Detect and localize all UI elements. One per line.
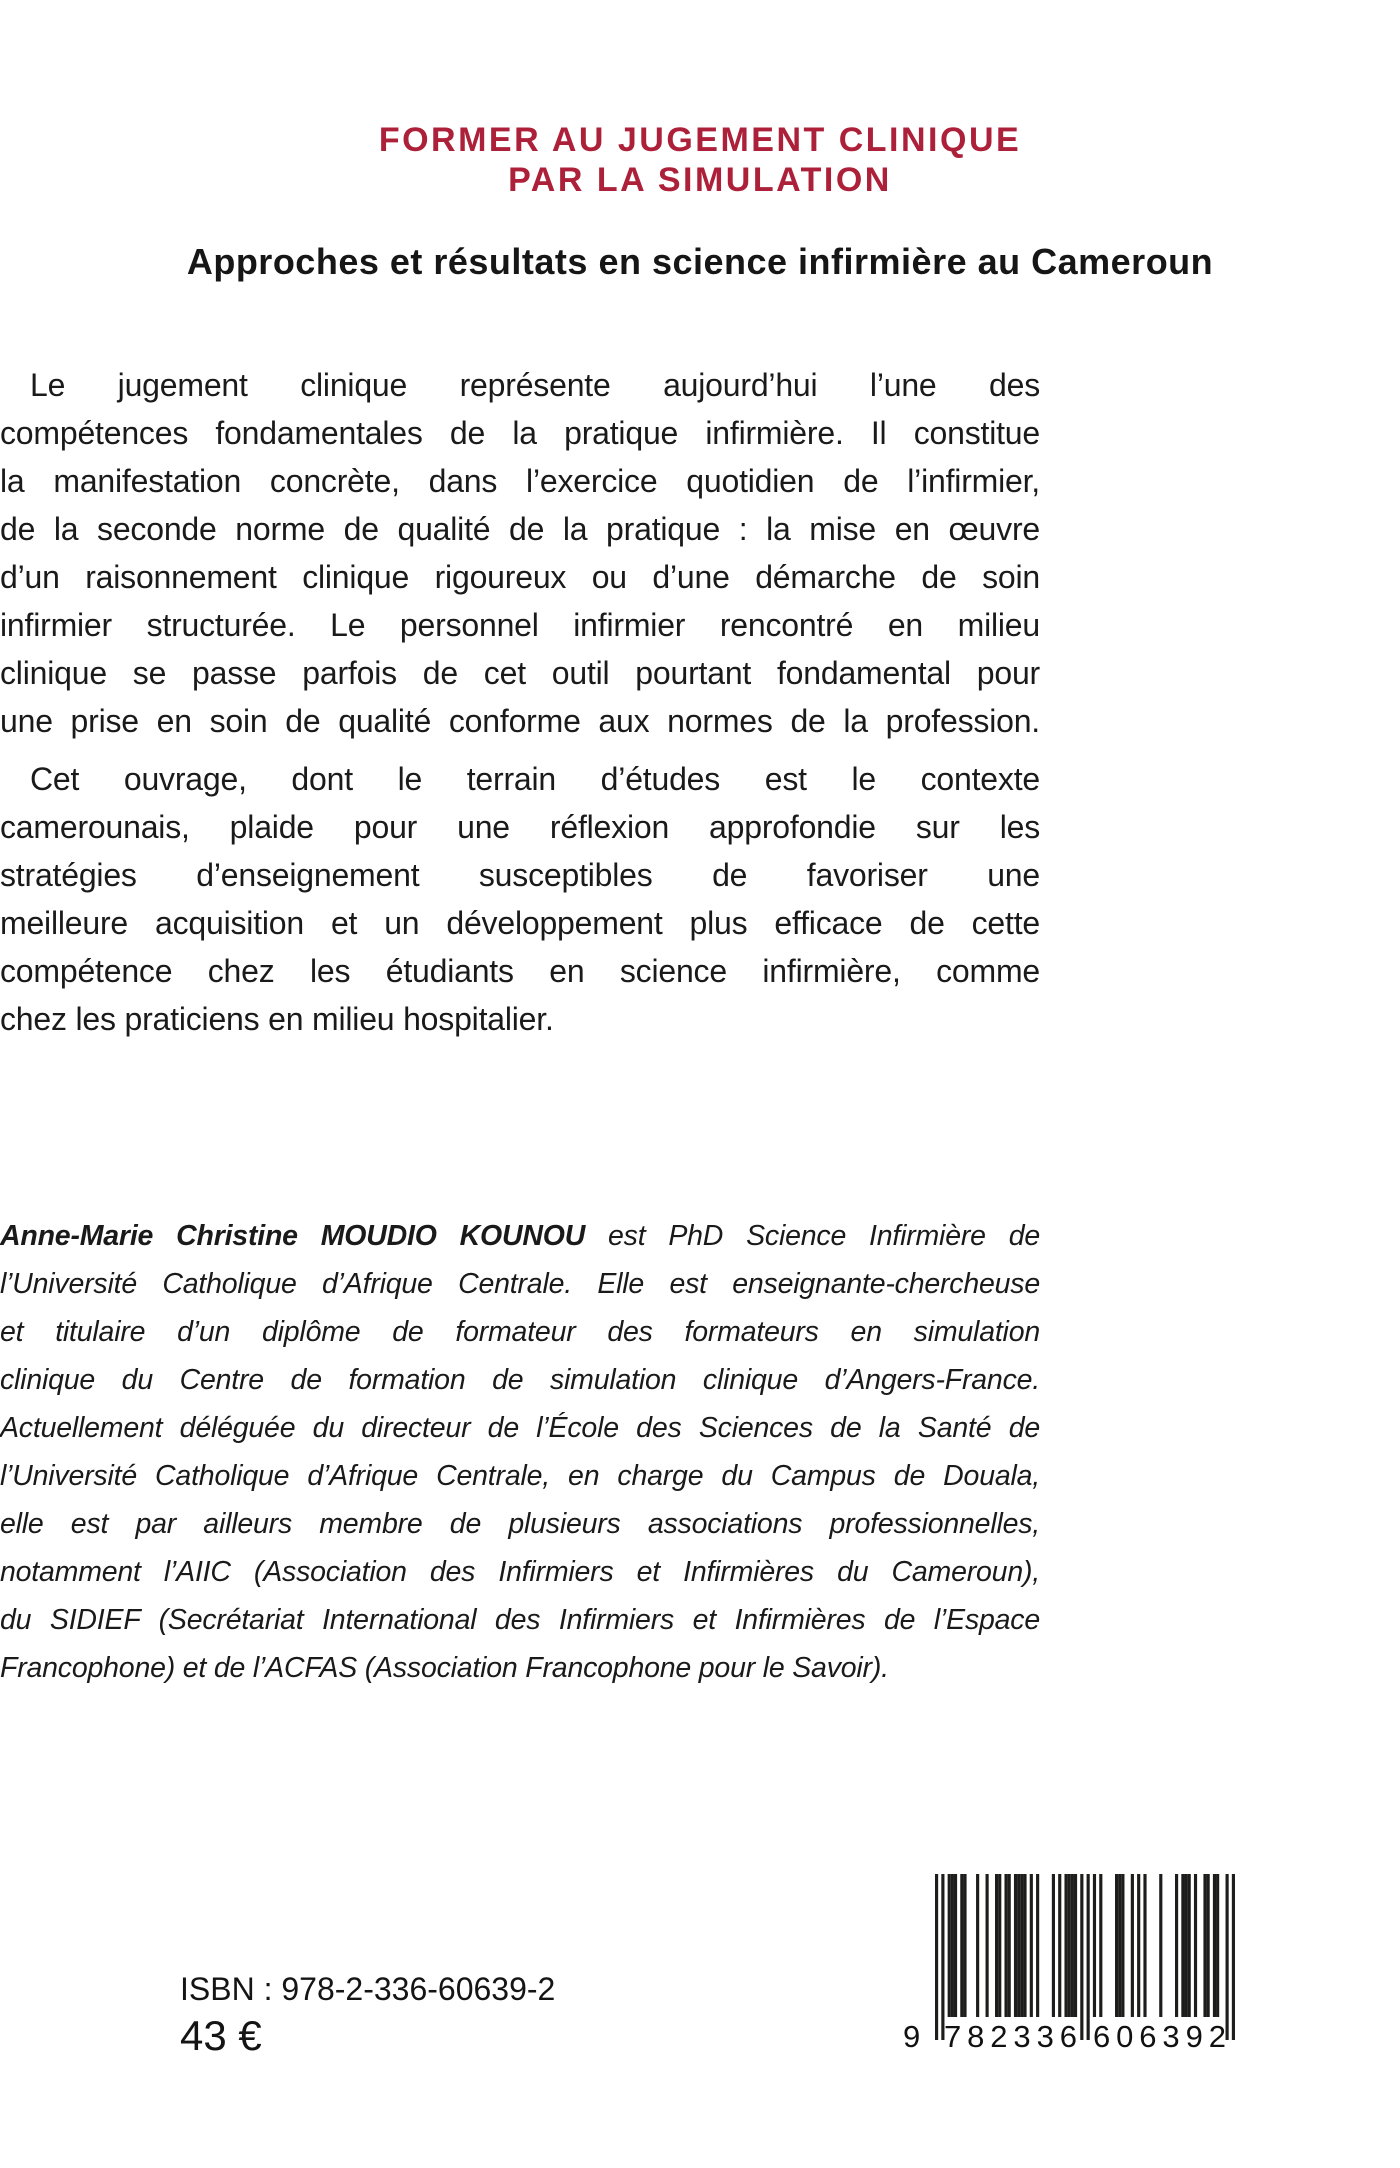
barcode-digit-first: 9: [903, 2019, 921, 2054]
text-line: la manifestation concrète, dans l’exercice quotidien de l’infirmier,: [0, 463, 1040, 499]
text-line: compétences fondamentales de la pratique infirmière. Il constitue: [0, 415, 1040, 451]
text-line: du SIDIEF (Secrétariat International des Infirmiers et Infirmières de l’Espace: [0, 1604, 1040, 1636]
barcode-digit: 3: [1013, 2019, 1031, 2054]
barcode-bars: [935, 1874, 1235, 2040]
text-line: une prise en soin de qualité conforme aux normes de la profession.: [0, 703, 1040, 739]
isbn-text: ISBN : 978-2-336-60639-2: [180, 1971, 556, 2007]
barcode-digit: 2: [990, 2019, 1008, 2054]
barcode-digit: 6: [1093, 2019, 1111, 2054]
barcode-digit: 0: [1116, 2019, 1134, 2054]
text-line: compétence chez les étudiants en science infirmière, comme: [0, 953, 1040, 989]
text-line: elle est par ailleurs membre de plusieurs associations professionnelles,: [0, 1508, 1040, 1540]
text-line: et titulaire d’un diplôme de formateur des formateurs en simulation: [0, 1316, 1040, 1348]
text-line: Francophone) et de l’ACFAS (Association Francophone pour le Savoir).: [0, 1652, 889, 1684]
barcode-digit: 8: [967, 2019, 985, 2054]
barcode-digit: 7: [944, 2019, 962, 2054]
barcode-digits-right: [1093, 2018, 1226, 2056]
author-bio: [0, 1212, 1040, 1692]
author-name: Anne-Marie Christine MOUDIO KOUNOU: [0, 1220, 586, 1252]
text-line: l’Université Catholique d’Afrique Centrale, en charge du Campus de Douala,: [0, 1460, 1040, 1492]
text-line: clinique du Centre de formation de simulation clinique d’Angers-France.: [0, 1364, 1040, 1396]
book-title-line-2: PAR LA SIMULATION: [508, 161, 892, 199]
text-line: Le jugement clinique représente aujourd’hui l’une des: [30, 367, 1040, 403]
ean13-barcode: [903, 1874, 1237, 2056]
text-line: clinique se passe parfois de cet outil pourtant fondamental pour: [0, 655, 1040, 691]
book-subtitle: Approches et résultats en science infirmière au Cameroun: [186, 241, 1214, 282]
text-line: Actuellement déléguée du directeur de l’École des Sciences de la Santé de: [0, 1412, 1040, 1444]
text-line: meilleure acquisition et un développement plus efficace de cette: [0, 905, 1040, 941]
price-text: 43 €: [180, 2012, 262, 2059]
text-line: camerounais, plaide pour une réflexion approfondie sur les: [0, 809, 1040, 845]
text-line: infirmier structurée. Le personnel infirmier rencontré en milieu: [0, 607, 1040, 643]
synopsis-paragraph-1: [0, 361, 1040, 745]
author-bio-line1-rest: est PhD Science Infirmière de: [585, 1220, 1040, 1252]
text-line: stratégies d’enseignement susceptibles de favoriser une: [0, 857, 1040, 893]
barcode-digit: 9: [1185, 2019, 1203, 2054]
barcode-digits-left: [944, 2018, 1077, 2056]
text-line: Cet ouvrage, dont le terrain d’études est le contexte: [30, 761, 1040, 797]
text-line: de la seconde norme de qualité de la pratique : la mise en œuvre: [0, 511, 1040, 547]
barcode-digit: 3: [1162, 2019, 1180, 2054]
book-title-line-1: FORMER AU JUGEMENT CLINIQUE: [378, 121, 1022, 159]
barcode-digit: 2: [1208, 2019, 1226, 2054]
text-line: notamment l’AIIC (Association des Infirmiers et Infirmières du Cameroun),: [0, 1556, 1040, 1588]
synopsis-paragraph-2: [0, 755, 1040, 1043]
barcode-digit: 6: [1139, 2019, 1157, 2054]
barcode-digit: 6: [1059, 2019, 1077, 2054]
text-line: chez les praticiens en milieu hospitalier.: [0, 1001, 554, 1037]
barcode-digit: 3: [1036, 2019, 1054, 2054]
book-title: [0, 120, 1400, 200]
text-line: l’Université Catholique d’Afrique Centrale. Elle est enseignante-chercheuse: [0, 1268, 1040, 1300]
text-line: [0, 1212, 1040, 1260]
text-line: d’un raisonnement clinique rigoureux ou d’une démarche de soin: [0, 559, 1040, 595]
